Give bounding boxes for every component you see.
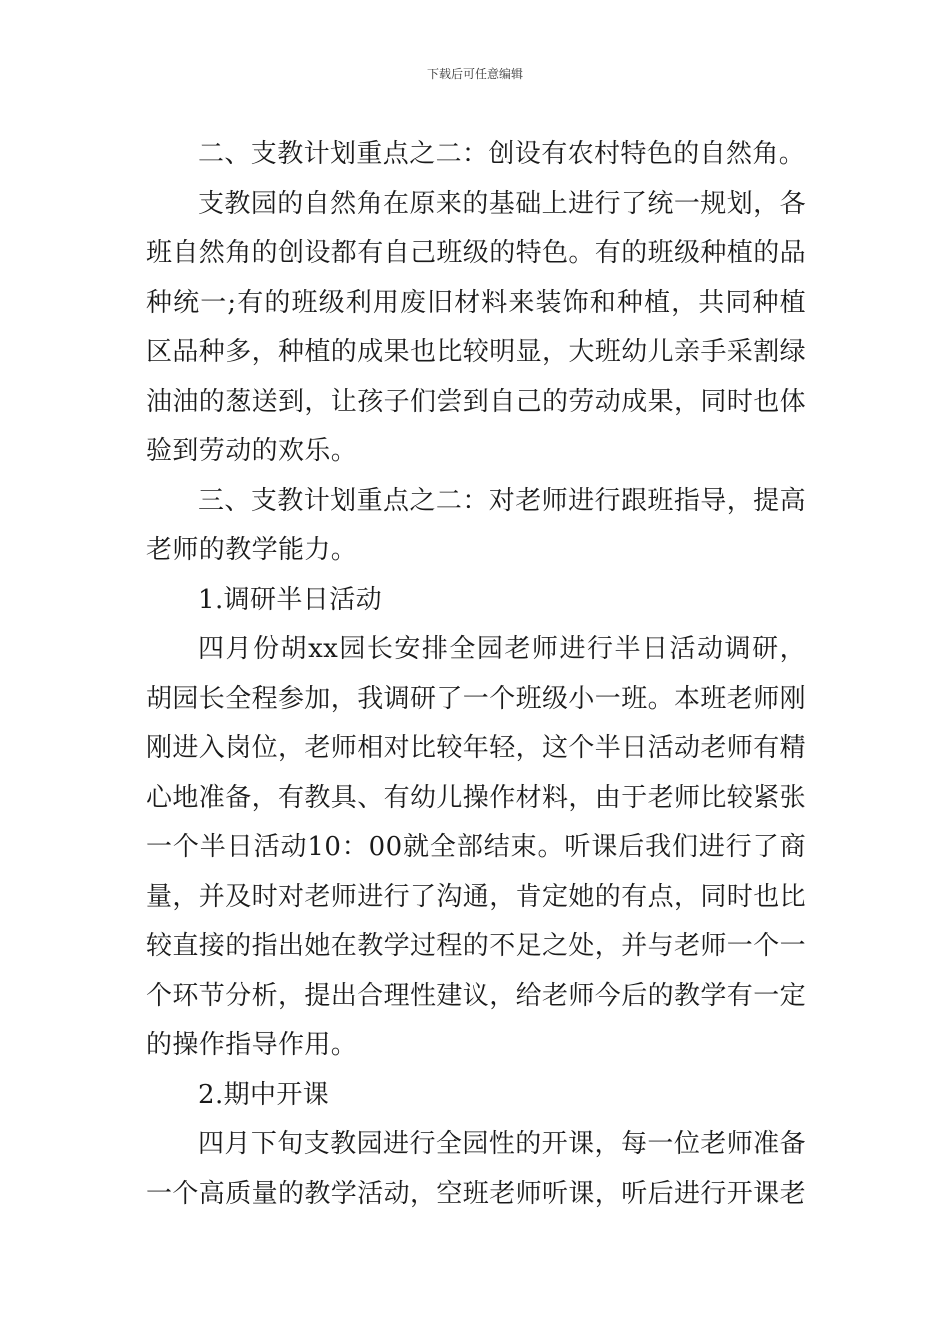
section-heading-2: 二、支教计划重点之二：创设有农村特色的自然角。 [198, 139, 806, 169]
page-header: 下载后可任意编辑 [426, 67, 523, 81]
paragraph-midterm-lessons: 四月下旬支教园进行全园性的开课，每一位老师准备一个高质量的教学活动，空班老师听课，听后进行开课老 [146, 1129, 807, 1209]
subheading-midterm-lessons: 2.期中开课 [198, 1079, 330, 1110]
paragraph-nature-corner: 支教园的自然角在原来的基础上进行了统一规划，各班自然角的创设都有自己班级的特色。有的班级种植的品种统一;有的班级利用废旧材料来装饰和种植，共同种植区品种多，种植的成果也比较明显，大班幼儿亲手采割绿油油的葱送到，让孩子们尝到自己的劳动成果，同时也体验到劳动的欢乐。 [146, 188, 807, 466]
subheading-half-day-research: 1.调研半日活动 [198, 584, 383, 615]
document-body [146, 130, 806, 1219]
section-heading-3: 三、支教计划重点之二：对老师进行跟班指导，提高老师的教学能力。 [146, 485, 806, 565]
paragraph-half-day-research: 四月份胡xx园长安排全园老师进行半日活动调研，胡园长全程参加，我调研了一个班级小一班。本班老师刚刚进入岗位，老师相对比较年轻，这个半日活动老师有精心地准备，有教具、有幼儿操作材料，由于老师比较紧张一个半日活动10：00就全部结束。听课后我们进行了商量，并及时对老师进行了沟通，肯定她的有点，同时也比较直接的指出她在教学过程的不足之处，并与老师一个一个环节分析，提出合理性建议，给老师今后的教学有一定的操作指导作用。 [146, 634, 807, 1060]
